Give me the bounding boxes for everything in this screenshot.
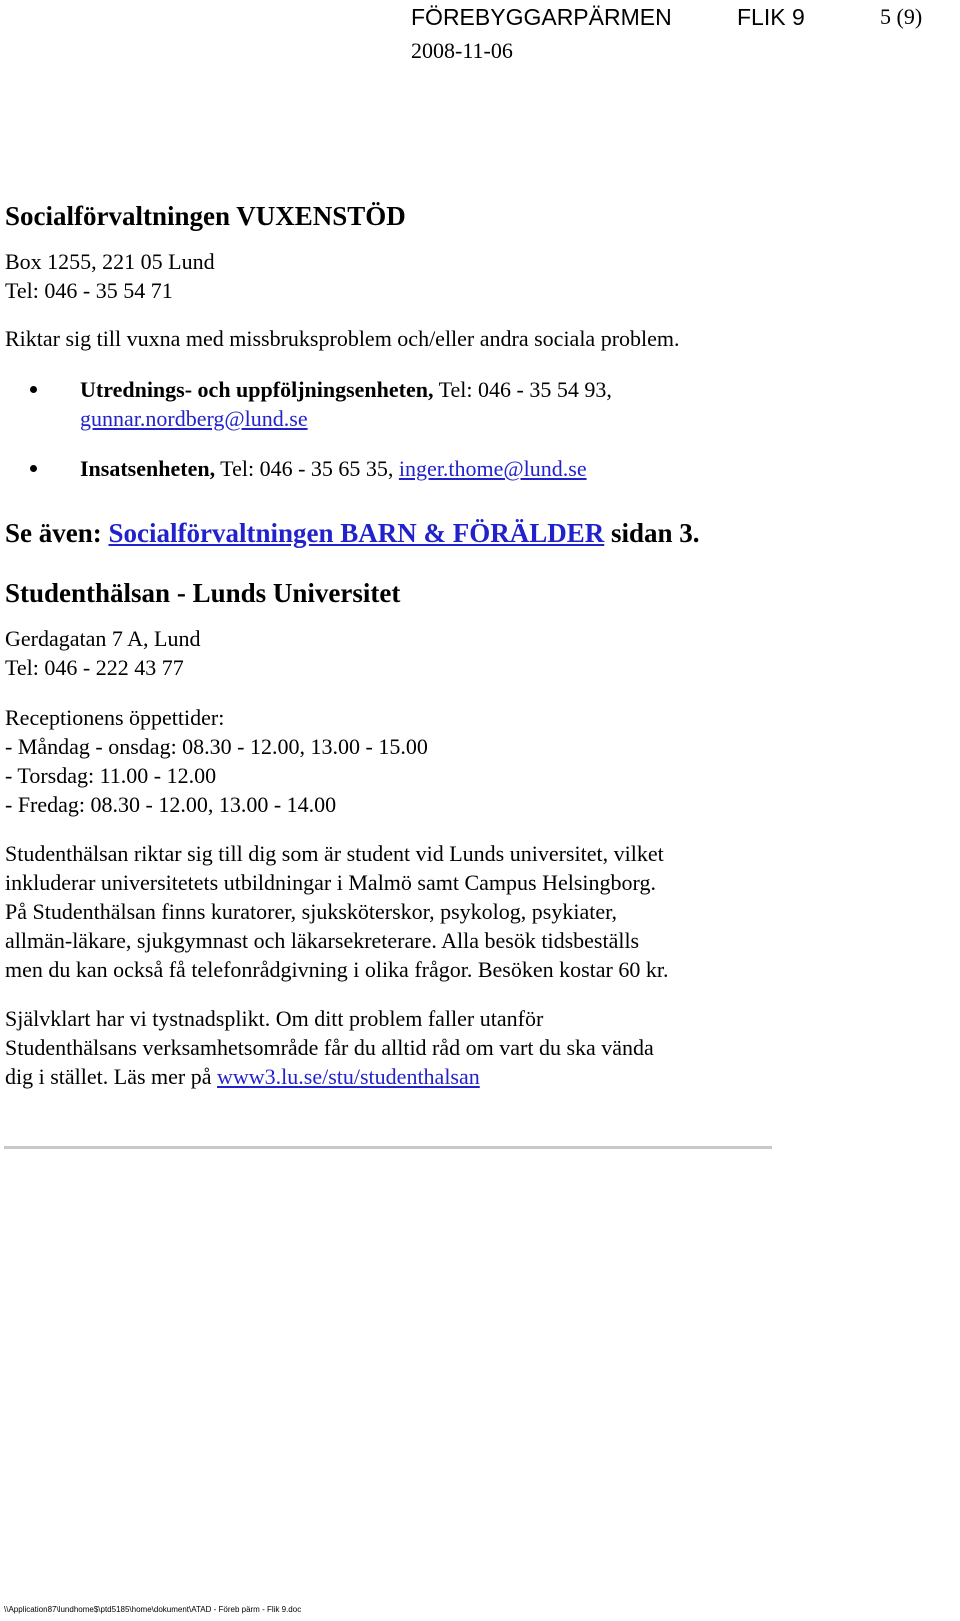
unit-phone: Tel: 046 - 35 54 93, [433, 377, 612, 402]
list-item-continuation [80, 404, 308, 433]
paragraph-line: Självklart har vi tystnadsplikt. Om ditt problem faller utanför [5, 1006, 544, 1031]
document-date: 2008-11-06 [411, 38, 513, 63]
paragraph-line: På Studenthälsan finns kuratorer, sjuksköterskor, psykolog, psykiater, [5, 899, 618, 924]
vuxen-description: Riktar sig till vuxna med missbruksproblem och/eller andra sociala problem. [5, 326, 680, 351]
paragraph-line: allmän-läkare, sjukgymnast och läkarsekreterare. Alla besök tidsbeställs [5, 928, 640, 953]
studenthalsan-phone: Tel: 046 - 222 43 77 [5, 655, 184, 680]
file-path-footer: \\Application87\lundhome$\ptd5185\home\dokument\ATAD - Föreb pärm - Flik 9.doc [4, 1605, 302, 1614]
vuxen-address: Box 1255, 221 05 Lund [5, 249, 215, 274]
hours-line: - Torsdag: 11.00 - 12.00 [5, 763, 217, 788]
binder-title: FÖREBYGGARPÄRMEN [411, 4, 672, 30]
read-more-prefix: dig i stället. Läs mer på [5, 1064, 217, 1089]
list-item [80, 454, 587, 483]
paragraph-line: Studenthälsans verksamhetsområde får du alltid råd om vart du ska vända [5, 1035, 654, 1060]
vuxen-heading: Socialförvaltningen VUXENSTÖD [5, 201, 406, 231]
see-also-link[interactable]: Socialförvaltningen BARN & FÖRÄLDER [108, 518, 605, 548]
see-also-suffix: sidan 3. [604, 518, 700, 548]
bullet-icon [30, 465, 37, 472]
page-number: 5 (9) [880, 4, 923, 29]
paragraph-line: Studenthälsan riktar sig till dig som är student vid Lunds universitet, vilket [5, 841, 664, 866]
paragraph-line: men du kan också få telefonrådgivning i olika frågor. Besöken kostar 60 kr. [5, 957, 669, 982]
hours-line: - Måndag - onsdag: 08.30 - 12.00, 13.00 - 15.00 [5, 734, 428, 759]
bullet-icon [30, 386, 37, 393]
studenthalsan-link[interactable]: www3.lu.se/stu/studenthalsan [217, 1064, 480, 1089]
see-also-prefix: Se även: [5, 518, 109, 548]
unit-phone: Tel: 046 - 35 65 35, [215, 456, 399, 481]
unit-name: Utrednings- och uppföljningsenheten, [80, 377, 434, 402]
studenthalsan-address: Gerdagatan 7 A, Lund [5, 626, 201, 651]
hours-heading: Receptionens öppettider: [5, 705, 225, 730]
paragraph-line: inkluderar universitetets utbildningar i Malmö samt Campus Helsingborg. [5, 870, 656, 895]
vuxen-phone: Tel: 046 - 35 54 71 [5, 278, 173, 303]
studenthalsan-heading: Studenthälsan - Lunds Universitet [5, 578, 401, 608]
unit-name: Insatsenheten, [80, 456, 216, 481]
email-link[interactable]: gunnar.nordberg@lund.se [80, 406, 308, 431]
list-item [80, 375, 612, 404]
hours-line: - Fredag: 08.30 - 12.00, 13.00 - 14.00 [5, 792, 337, 817]
email-link[interactable]: inger.thome@lund.se [398, 456, 587, 481]
paragraph-line [5, 1062, 480, 1091]
horizontal-rule [4, 1146, 772, 1149]
see-also [5, 518, 700, 549]
tab-label: FLIK 9 [737, 4, 805, 30]
